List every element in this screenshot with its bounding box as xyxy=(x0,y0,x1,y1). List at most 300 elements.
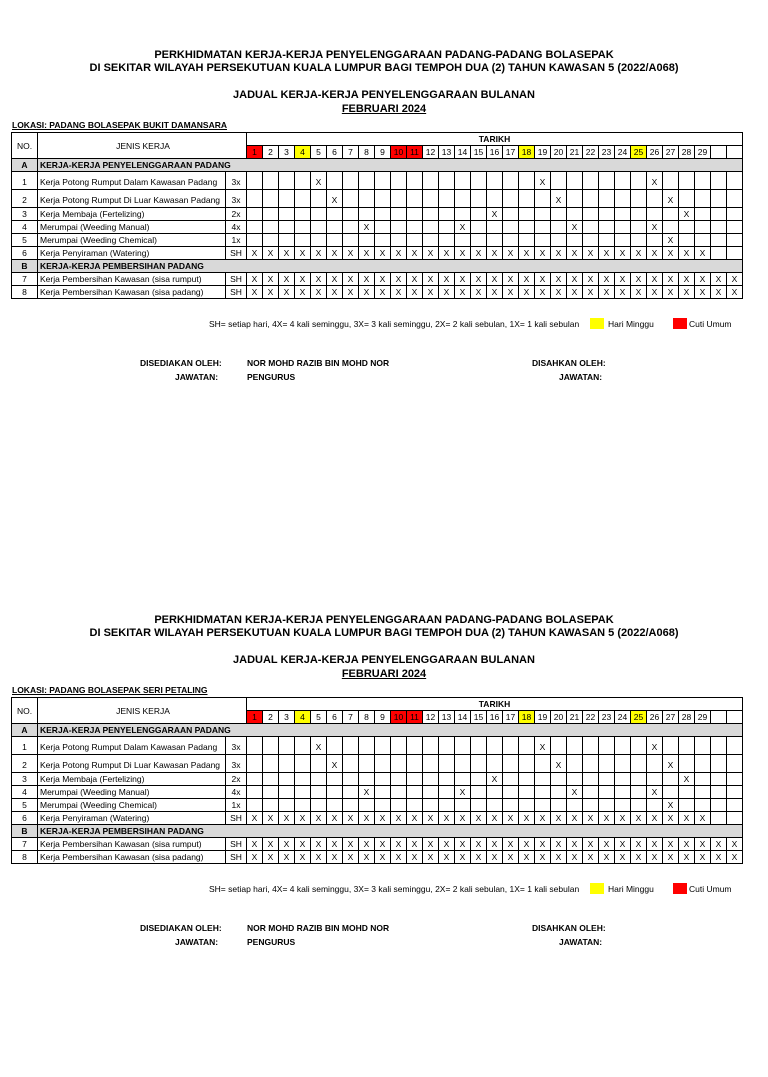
task-day-cell xyxy=(711,247,727,260)
position-label: JAWATAN: xyxy=(175,372,219,382)
task-day-cell xyxy=(423,234,439,247)
task-day-cell xyxy=(503,234,519,247)
header-row xyxy=(12,133,743,146)
task-day-cell xyxy=(327,208,343,221)
task-day-cell xyxy=(663,786,679,799)
task-day-cell: X xyxy=(455,286,471,299)
task-day-cell xyxy=(423,208,439,221)
task-row xyxy=(12,737,743,755)
task-day-cell: X xyxy=(439,273,455,286)
task-day-cell: X xyxy=(279,286,295,299)
schedule-table xyxy=(11,697,743,864)
task-day-cell xyxy=(391,799,407,812)
task-day-cell xyxy=(583,190,599,208)
task-name: Merumpai (Weeding Chemical) xyxy=(38,234,226,247)
task-day-cell xyxy=(599,737,615,755)
task-day-cell xyxy=(247,799,263,812)
task-no: 7 xyxy=(12,273,38,286)
day-header-cell: 11 xyxy=(407,146,423,159)
task-day-cell: X xyxy=(615,851,631,864)
task-day-cell: X xyxy=(583,838,599,851)
task-day-cell: X xyxy=(343,286,359,299)
task-day-cell xyxy=(631,190,647,208)
day-header-cell: 7 xyxy=(343,711,359,724)
task-day-cell xyxy=(375,234,391,247)
task-day-cell xyxy=(455,234,471,247)
task-day-cell: X xyxy=(423,838,439,851)
day-header-cell: 10 xyxy=(391,146,407,159)
day-header-cell: 22 xyxy=(583,146,599,159)
day-header-cell: 20 xyxy=(551,146,567,159)
task-day-cell: X xyxy=(663,812,679,825)
task-day-cell xyxy=(551,799,567,812)
task-day-cell xyxy=(503,172,519,190)
task-frequency: SH xyxy=(226,812,247,825)
task-day-cell xyxy=(391,737,407,755)
day-header-cell: 25 xyxy=(631,146,647,159)
task-day-cell xyxy=(615,234,631,247)
legend-note: SH= setiap hari, 4X= 4 kali seminggu, 3X= 3 kali seminggu, 2X= 2 kali sebulan, 1X= 1 kali sebulan xyxy=(209,319,580,329)
task-day-cell: X xyxy=(263,273,279,286)
task-day-cell: X xyxy=(535,273,551,286)
task-day-cell: X xyxy=(439,851,455,864)
task-day-cell: X xyxy=(679,851,695,864)
schedule-sheet xyxy=(0,565,768,1077)
task-day-cell: X xyxy=(311,737,327,755)
prepared-by-name: NOR MOHD RAZIB BIN MOHD NOR xyxy=(247,923,390,933)
task-day-cell: X xyxy=(487,838,503,851)
approved-position-label: JAWATAN: xyxy=(559,937,603,947)
task-day-cell: X xyxy=(551,755,567,773)
task-day-cell xyxy=(263,737,279,755)
task-day-cell xyxy=(711,786,727,799)
task-day-cell xyxy=(695,190,711,208)
task-day-cell xyxy=(295,221,311,234)
task-day-cell xyxy=(359,190,375,208)
task-day-cell: X xyxy=(647,737,663,755)
task-day-cell xyxy=(487,786,503,799)
day-header-cell-empty xyxy=(711,146,727,159)
task-day-cell: X xyxy=(535,172,551,190)
task-day-cell xyxy=(519,234,535,247)
day-header-cell: 25 xyxy=(631,711,647,724)
task-day-cell: X xyxy=(343,851,359,864)
day-header-cell: 14 xyxy=(455,711,471,724)
task-day-cell xyxy=(551,737,567,755)
task-day-cell xyxy=(503,190,519,208)
day-header-cell: 20 xyxy=(551,711,567,724)
task-day-cell xyxy=(455,208,471,221)
task-day-cell xyxy=(439,773,455,786)
task-day-cell xyxy=(663,773,679,786)
task-day-cell xyxy=(519,799,535,812)
task-day-cell: X xyxy=(583,273,599,286)
task-day-cell: X xyxy=(391,273,407,286)
task-day-cell xyxy=(343,190,359,208)
day-header-cell: 18 xyxy=(519,711,535,724)
approved-by-label: DISAHKAN OLEH: xyxy=(532,923,606,933)
task-day-cell xyxy=(359,172,375,190)
task-day-cell xyxy=(631,773,647,786)
task-day-cell xyxy=(631,208,647,221)
task-day-cell xyxy=(471,799,487,812)
task-day-cell xyxy=(295,755,311,773)
task-day-cell: X xyxy=(247,247,263,260)
task-day-cell: X xyxy=(503,247,519,260)
header-no: NO. xyxy=(12,698,38,724)
task-day-cell: X xyxy=(375,273,391,286)
task-day-cell: X xyxy=(551,838,567,851)
task-day-cell xyxy=(551,208,567,221)
task-day-cell: X xyxy=(263,812,279,825)
day-header-cell-empty xyxy=(711,711,727,724)
task-day-cell: X xyxy=(727,838,743,851)
task-day-cell: X xyxy=(647,172,663,190)
task-day-cell: X xyxy=(391,286,407,299)
task-day-cell: X xyxy=(615,247,631,260)
task-day-cell xyxy=(599,799,615,812)
task-day-cell xyxy=(375,786,391,799)
task-day-cell: X xyxy=(647,838,663,851)
task-row xyxy=(12,799,743,812)
task-day-cell: X xyxy=(471,247,487,260)
section-code: B xyxy=(12,825,38,838)
task-frequency: 2x xyxy=(226,773,247,786)
task-row xyxy=(12,273,743,286)
task-row xyxy=(12,838,743,851)
day-header-cell: 11 xyxy=(407,711,423,724)
task-day-cell xyxy=(679,786,695,799)
task-day-cell: X xyxy=(599,286,615,299)
task-day-cell xyxy=(327,737,343,755)
task-day-cell xyxy=(439,234,455,247)
schedule-title: JADUAL KERJA-KERJA PENYELENGGARAAN BULANAN xyxy=(233,654,535,666)
task-day-cell xyxy=(407,737,423,755)
task-day-cell xyxy=(455,190,471,208)
task-day-cell xyxy=(727,786,743,799)
task-day-cell xyxy=(391,208,407,221)
task-day-cell: X xyxy=(631,851,647,864)
day-header-cell: 23 xyxy=(599,711,615,724)
task-day-cell xyxy=(359,755,375,773)
task-day-cell: X xyxy=(295,851,311,864)
task-day-cell xyxy=(439,190,455,208)
task-day-cell: X xyxy=(583,247,599,260)
task-day-cell: X xyxy=(615,273,631,286)
day-header-cell: 6 xyxy=(327,711,343,724)
task-day-cell: X xyxy=(471,812,487,825)
task-day-cell xyxy=(599,221,615,234)
task-name: Kerja Potong Rumput Di Luar Kawasan Padang xyxy=(38,755,226,773)
task-day-cell: X xyxy=(327,838,343,851)
task-day-cell xyxy=(439,221,455,234)
task-day-cell xyxy=(407,799,423,812)
task-row xyxy=(12,247,743,260)
task-day-cell xyxy=(247,234,263,247)
task-day-cell xyxy=(311,799,327,812)
prepared-by-label: DISEDIAKAN OLEH: xyxy=(140,923,222,933)
task-day-cell: X xyxy=(263,247,279,260)
task-day-cell xyxy=(727,208,743,221)
task-day-cell xyxy=(567,737,583,755)
task-day-cell xyxy=(391,172,407,190)
day-header-cell: 4 xyxy=(295,146,311,159)
day-header-cell: 13 xyxy=(439,711,455,724)
task-day-cell: X xyxy=(487,851,503,864)
task-day-cell xyxy=(535,786,551,799)
section-label: KERJA-KERJA PEMBERSIHAN PADANG xyxy=(38,260,743,273)
document-title-line2: DI SEKITAR WILAYAH PERSEKUTUAN KUALA LUMPUR BAGI TEMPOH DUA (2) TAHUN KAWASAN 5 (2022/A068) xyxy=(89,62,679,74)
header-tarikh: TARIKH xyxy=(247,698,743,711)
task-day-cell xyxy=(519,786,535,799)
task-day-cell xyxy=(247,786,263,799)
task-day-cell: X xyxy=(551,851,567,864)
task-day-cell: X xyxy=(679,208,695,221)
task-day-cell: X xyxy=(647,851,663,864)
task-day-cell xyxy=(567,190,583,208)
task-day-cell xyxy=(503,737,519,755)
task-no: 5 xyxy=(12,234,38,247)
task-day-cell: X xyxy=(551,247,567,260)
task-day-cell: X xyxy=(311,851,327,864)
task-day-cell: X xyxy=(439,286,455,299)
task-day-cell: X xyxy=(359,812,375,825)
task-day-cell: X xyxy=(663,799,679,812)
task-day-cell xyxy=(295,172,311,190)
day-header-cell: 6 xyxy=(327,146,343,159)
position-value: PENGURUS xyxy=(247,372,296,382)
task-day-cell xyxy=(567,234,583,247)
day-header-cell: 15 xyxy=(471,711,487,724)
header-row xyxy=(12,698,743,711)
task-day-cell xyxy=(359,773,375,786)
task-day-cell: X xyxy=(311,812,327,825)
task-day-cell xyxy=(375,208,391,221)
task-day-cell: X xyxy=(503,286,519,299)
task-day-cell xyxy=(247,737,263,755)
task-day-cell xyxy=(439,799,455,812)
task-day-cell: X xyxy=(647,247,663,260)
task-day-cell xyxy=(567,172,583,190)
task-day-cell xyxy=(711,737,727,755)
task-day-cell xyxy=(359,737,375,755)
task-day-cell: X xyxy=(279,273,295,286)
task-day-cell xyxy=(343,234,359,247)
task-frequency: SH xyxy=(226,851,247,864)
task-day-cell xyxy=(615,773,631,786)
task-day-cell: X xyxy=(455,221,471,234)
task-day-cell: X xyxy=(455,247,471,260)
location-label: LOKASI: PADANG BOLASEPAK BUKIT DAMANSARA xyxy=(12,120,228,130)
task-day-cell xyxy=(519,755,535,773)
task-day-cell xyxy=(423,221,439,234)
task-day-cell: X xyxy=(279,247,295,260)
task-day-cell xyxy=(407,234,423,247)
task-day-cell xyxy=(727,221,743,234)
task-day-cell xyxy=(375,799,391,812)
task-day-cell xyxy=(583,208,599,221)
section-row xyxy=(12,260,743,273)
task-day-cell xyxy=(503,208,519,221)
task-day-cell: X xyxy=(279,812,295,825)
day-header-cell: 22 xyxy=(583,711,599,724)
task-row xyxy=(12,208,743,221)
task-day-cell xyxy=(727,190,743,208)
section-row xyxy=(12,825,743,838)
task-day-cell xyxy=(487,234,503,247)
task-day-cell xyxy=(407,221,423,234)
task-day-cell xyxy=(439,208,455,221)
task-day-cell xyxy=(295,773,311,786)
task-day-cell: X xyxy=(391,812,407,825)
task-day-cell: X xyxy=(535,286,551,299)
day-header-cell-empty xyxy=(727,146,743,159)
task-day-cell xyxy=(375,773,391,786)
task-no: 2 xyxy=(12,190,38,208)
task-day-cell: X xyxy=(679,812,695,825)
task-day-cell xyxy=(583,786,599,799)
task-frequency: SH xyxy=(226,838,247,851)
legend-sunday-label: Hari Minggu xyxy=(608,884,654,894)
day-header-cell: 19 xyxy=(535,711,551,724)
task-day-cell xyxy=(711,221,727,234)
task-day-cell: X xyxy=(567,812,583,825)
task-day-cell xyxy=(407,773,423,786)
task-day-cell: X xyxy=(535,737,551,755)
legend-holiday-label: Cuti Umum xyxy=(689,319,732,329)
task-day-cell xyxy=(407,190,423,208)
day-header-cell: 21 xyxy=(567,711,583,724)
task-day-cell: X xyxy=(359,221,375,234)
task-day-cell xyxy=(519,773,535,786)
task-frequency: 3x xyxy=(226,190,247,208)
task-day-cell: X xyxy=(279,851,295,864)
task-name: Kerja Penyiraman (Watering) xyxy=(38,812,226,825)
task-no: 3 xyxy=(12,208,38,221)
task-day-cell xyxy=(567,799,583,812)
task-day-cell xyxy=(423,190,439,208)
task-day-cell xyxy=(663,221,679,234)
position-value: PENGURUS xyxy=(247,937,296,947)
task-day-cell xyxy=(663,737,679,755)
day-header-cell: 29 xyxy=(695,146,711,159)
task-day-cell: X xyxy=(679,773,695,786)
task-day-cell: X xyxy=(375,812,391,825)
task-day-cell xyxy=(663,208,679,221)
task-day-cell xyxy=(455,755,471,773)
task-day-cell xyxy=(311,773,327,786)
task-name: Kerja Membaja (Fertelizing) xyxy=(38,773,226,786)
task-name: Kerja Pembersihan Kawasan (sisa rumput) xyxy=(38,273,226,286)
document-title-line1: PERKHIDMATAN KERJA-KERJA PENYELENGGARAAN PADANG-PADANG BOLASEPAK xyxy=(154,49,614,61)
task-day-cell xyxy=(727,737,743,755)
task-day-cell xyxy=(359,234,375,247)
task-day-cell: X xyxy=(247,273,263,286)
task-day-cell: X xyxy=(375,286,391,299)
task-day-cell: X xyxy=(311,247,327,260)
task-day-cell xyxy=(695,221,711,234)
position-label: JAWATAN: xyxy=(175,937,219,947)
schedule-month: FEBRUARI 2024 xyxy=(341,103,427,115)
task-day-cell: X xyxy=(327,286,343,299)
task-day-cell: X xyxy=(439,838,455,851)
task-day-cell: X xyxy=(407,812,423,825)
task-name: Merumpai (Weeding Chemical) xyxy=(38,799,226,812)
task-day-cell: X xyxy=(567,851,583,864)
task-day-cell: X xyxy=(663,286,679,299)
legend-sunday-swatch xyxy=(590,318,604,329)
day-header-cell: 21 xyxy=(567,146,583,159)
task-day-cell xyxy=(695,234,711,247)
task-row xyxy=(12,190,743,208)
task-day-cell xyxy=(599,786,615,799)
task-row xyxy=(12,286,743,299)
task-name: Merumpai (Weeding Manual) xyxy=(38,786,226,799)
task-day-cell xyxy=(551,786,567,799)
task-row xyxy=(12,812,743,825)
task-day-cell xyxy=(567,773,583,786)
task-no: 7 xyxy=(12,838,38,851)
task-day-cell xyxy=(615,786,631,799)
task-day-cell xyxy=(551,172,567,190)
task-day-cell xyxy=(407,786,423,799)
task-day-cell: X xyxy=(327,273,343,286)
task-day-cell: X xyxy=(327,812,343,825)
task-day-cell xyxy=(727,773,743,786)
task-day-cell: X xyxy=(311,838,327,851)
task-day-cell xyxy=(583,172,599,190)
task-day-cell xyxy=(583,737,599,755)
task-day-cell: X xyxy=(295,286,311,299)
task-day-cell xyxy=(519,190,535,208)
task-day-cell: X xyxy=(343,247,359,260)
task-day-cell xyxy=(263,773,279,786)
task-day-cell xyxy=(647,190,663,208)
task-day-cell: X xyxy=(359,247,375,260)
task-day-cell xyxy=(535,190,551,208)
task-day-cell xyxy=(615,799,631,812)
task-day-cell xyxy=(327,172,343,190)
task-day-cell: X xyxy=(615,286,631,299)
task-day-cell: X xyxy=(263,838,279,851)
task-day-cell: X xyxy=(583,286,599,299)
task-day-cell xyxy=(391,786,407,799)
task-day-cell: X xyxy=(327,247,343,260)
task-day-cell xyxy=(487,755,503,773)
task-frequency: SH xyxy=(226,247,247,260)
task-day-cell xyxy=(551,773,567,786)
task-day-cell xyxy=(423,755,439,773)
task-day-cell: X xyxy=(423,812,439,825)
task-day-cell xyxy=(471,234,487,247)
day-header-cell: 15 xyxy=(471,146,487,159)
day-header-cell: 27 xyxy=(663,711,679,724)
header-no: NO. xyxy=(12,133,38,159)
task-day-cell xyxy=(583,799,599,812)
task-day-cell: X xyxy=(487,208,503,221)
task-day-cell xyxy=(727,247,743,260)
task-name: Kerja Potong Rumput Di Luar Kawasan Padang xyxy=(38,190,226,208)
day-header-cell: 8 xyxy=(359,146,375,159)
task-name: Kerja Membaja (Fertelizing) xyxy=(38,208,226,221)
task-day-cell: X xyxy=(327,851,343,864)
task-day-cell: X xyxy=(407,273,423,286)
task-day-cell: X xyxy=(647,286,663,299)
day-header-cell: 4 xyxy=(295,711,311,724)
task-day-cell xyxy=(487,737,503,755)
task-day-cell: X xyxy=(487,273,503,286)
task-day-cell xyxy=(471,773,487,786)
